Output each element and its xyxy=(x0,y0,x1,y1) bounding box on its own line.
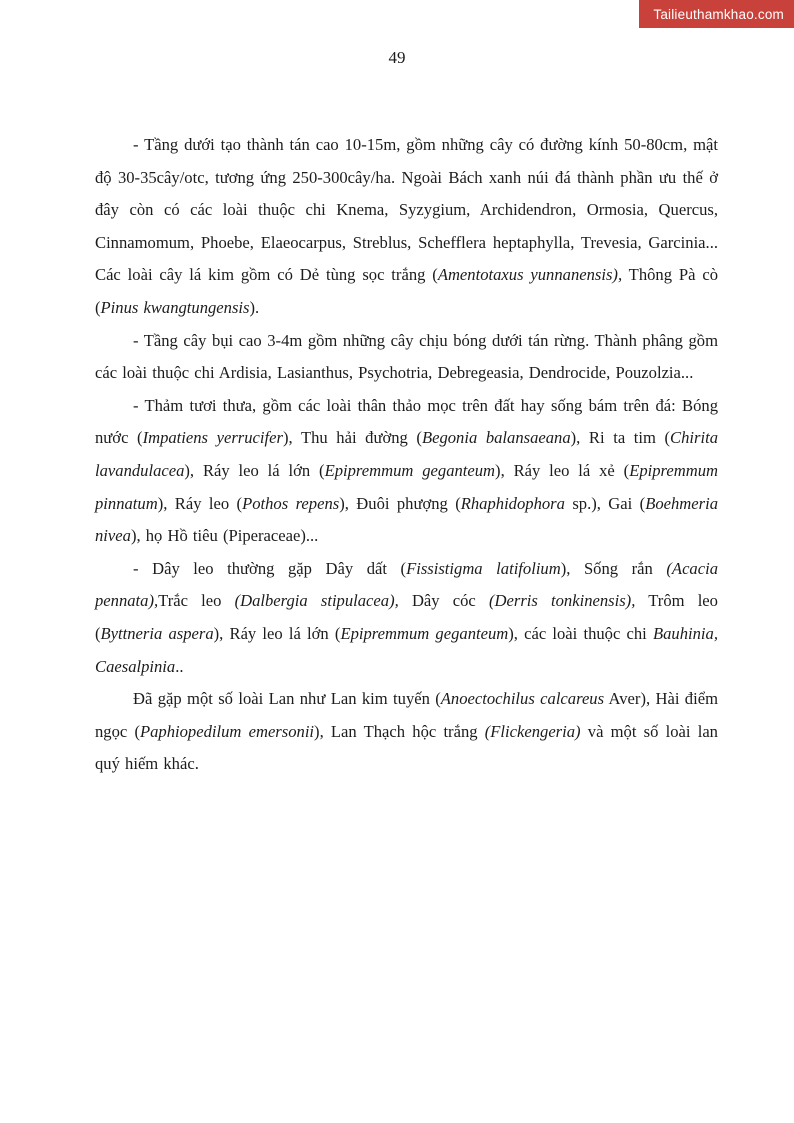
latin-name-italic: Byttneria aspera xyxy=(100,623,214,643)
latin-name-italic: Chirita lavandulacea xyxy=(95,428,718,480)
paragraph xyxy=(95,325,718,390)
paragraph xyxy=(95,390,718,553)
latin-name-italic: Rhaphidophora xyxy=(460,493,565,513)
text-run: - Dây leo thường gặp Dây dất ( xyxy=(133,558,407,578)
latin-name-italic: (Derris tonkinensis), xyxy=(488,591,636,611)
document-body xyxy=(95,129,718,781)
latin-name-italic: Pothos repens xyxy=(242,493,340,513)
text-run: ), các loài thuộc chi xyxy=(508,623,653,643)
watermark-label: Tailieuthamkhao.com xyxy=(653,6,784,22)
text-run: - Tầng cây bụi cao 3-4m gồm những cây chịu bóng dưới tán rừng. Thành phâng gồm các loài thuộc chi Ardisia, Lasianthus, Psychotria, Debregeasia, Dendrocide, Pouzolzia... xyxy=(95,330,718,383)
text-run: - Thảm tươi thưa, gồm các loài thân thảo mọc trên đất hay sống bám trên đá: Bóng nước ( xyxy=(95,395,718,448)
latin-name-italic: Begonia balansaeana xyxy=(421,428,571,448)
text-run: và một số loài lan quý hiếm khác. xyxy=(95,721,718,774)
text-run: Trắc leo xyxy=(158,591,235,611)
text-run: Trôm leo ( xyxy=(95,591,718,643)
latin-name-italic: Epipremmum geganteum xyxy=(340,623,509,643)
text-run: ), Sống rắn xyxy=(560,558,667,578)
text-run: ), Đuôi phượng ( xyxy=(339,493,461,513)
latin-name-italic: Paphiopedilum emersonii xyxy=(140,721,315,741)
page-number: 49 xyxy=(388,48,406,67)
latin-name-italic: Boehmeria nivea xyxy=(95,493,718,546)
text-run: sp.), Gai ( xyxy=(564,493,646,513)
text-run: ), Ráy leo lá xẻ ( xyxy=(495,460,630,480)
latin-name-italic: Fissistigma latifolium xyxy=(406,558,561,578)
watermark-badge xyxy=(639,0,794,28)
text-run: ), Lan Thạch hộc trắng xyxy=(314,721,485,741)
latin-name-italic: (Flickengeria) xyxy=(484,721,581,741)
latin-name-italic: Amentotaxus yunnanensis), xyxy=(437,265,623,285)
text-run: Dây cóc xyxy=(398,591,489,611)
text-run: ), Thu hải đường ( xyxy=(282,428,422,448)
text-run: ), Ráy leo lá lớn ( xyxy=(184,460,325,480)
latin-name-italic: (Dalbergia stipulacea), xyxy=(234,591,399,611)
text-run: .. xyxy=(175,656,184,676)
latin-name-italic: Anoectochilus calcareus xyxy=(440,689,605,709)
text-run: ). xyxy=(249,297,260,317)
text-run: Aver), Hài điểm ngọc ( xyxy=(95,689,718,741)
text-run: ), Ráy leo lá lớn ( xyxy=(213,623,341,643)
text-run: ), Ráy leo ( xyxy=(157,493,243,513)
paragraph xyxy=(95,683,718,781)
text-run: Đã gặp một số loài Lan như Lan kim tuyến ( xyxy=(133,689,441,709)
latin-name-italic: Epipremmum geganteum xyxy=(324,460,496,480)
paragraph xyxy=(95,129,718,325)
latin-name-italic: Bauhinia, Caesalpinia xyxy=(95,623,718,676)
latin-name-italic: (Acacia pennata), xyxy=(95,558,719,611)
text-run: - Tầng dưới tạo thành tán cao 10-15m, gồm những cây có đường kính 50-80cm, mật độ 30-35cây/otc, tương ứng 250-300cây/ha. Ngoài Bách xanh núi đá thành phần ưu thế ở đây còn có các loài thuộc chi Knema, Syzygium, Archidendron, Ormosia, Quercus, Cinnamomum, Phoebe, Elaeocarpus, Streblus, Schefflera heptaphylla, Trevesia, Garcinia... Các loài cây lá kim gồm có Dẻ tùng sọc trắng ( xyxy=(95,135,718,285)
latin-name-italic: Impatiens yerrucifer xyxy=(142,428,283,448)
text-run: Thông Pà cò ( xyxy=(95,265,718,317)
latin-name-italic: Epipremmum pinnatum xyxy=(95,460,718,513)
paragraph xyxy=(95,553,718,683)
text-run: ), họ Hồ tiêu (Piperaceae)... xyxy=(130,526,319,546)
text-run: ), Ri ta tim ( xyxy=(570,428,671,448)
latin-name-italic: Pinus kwangtungensis xyxy=(100,297,250,317)
